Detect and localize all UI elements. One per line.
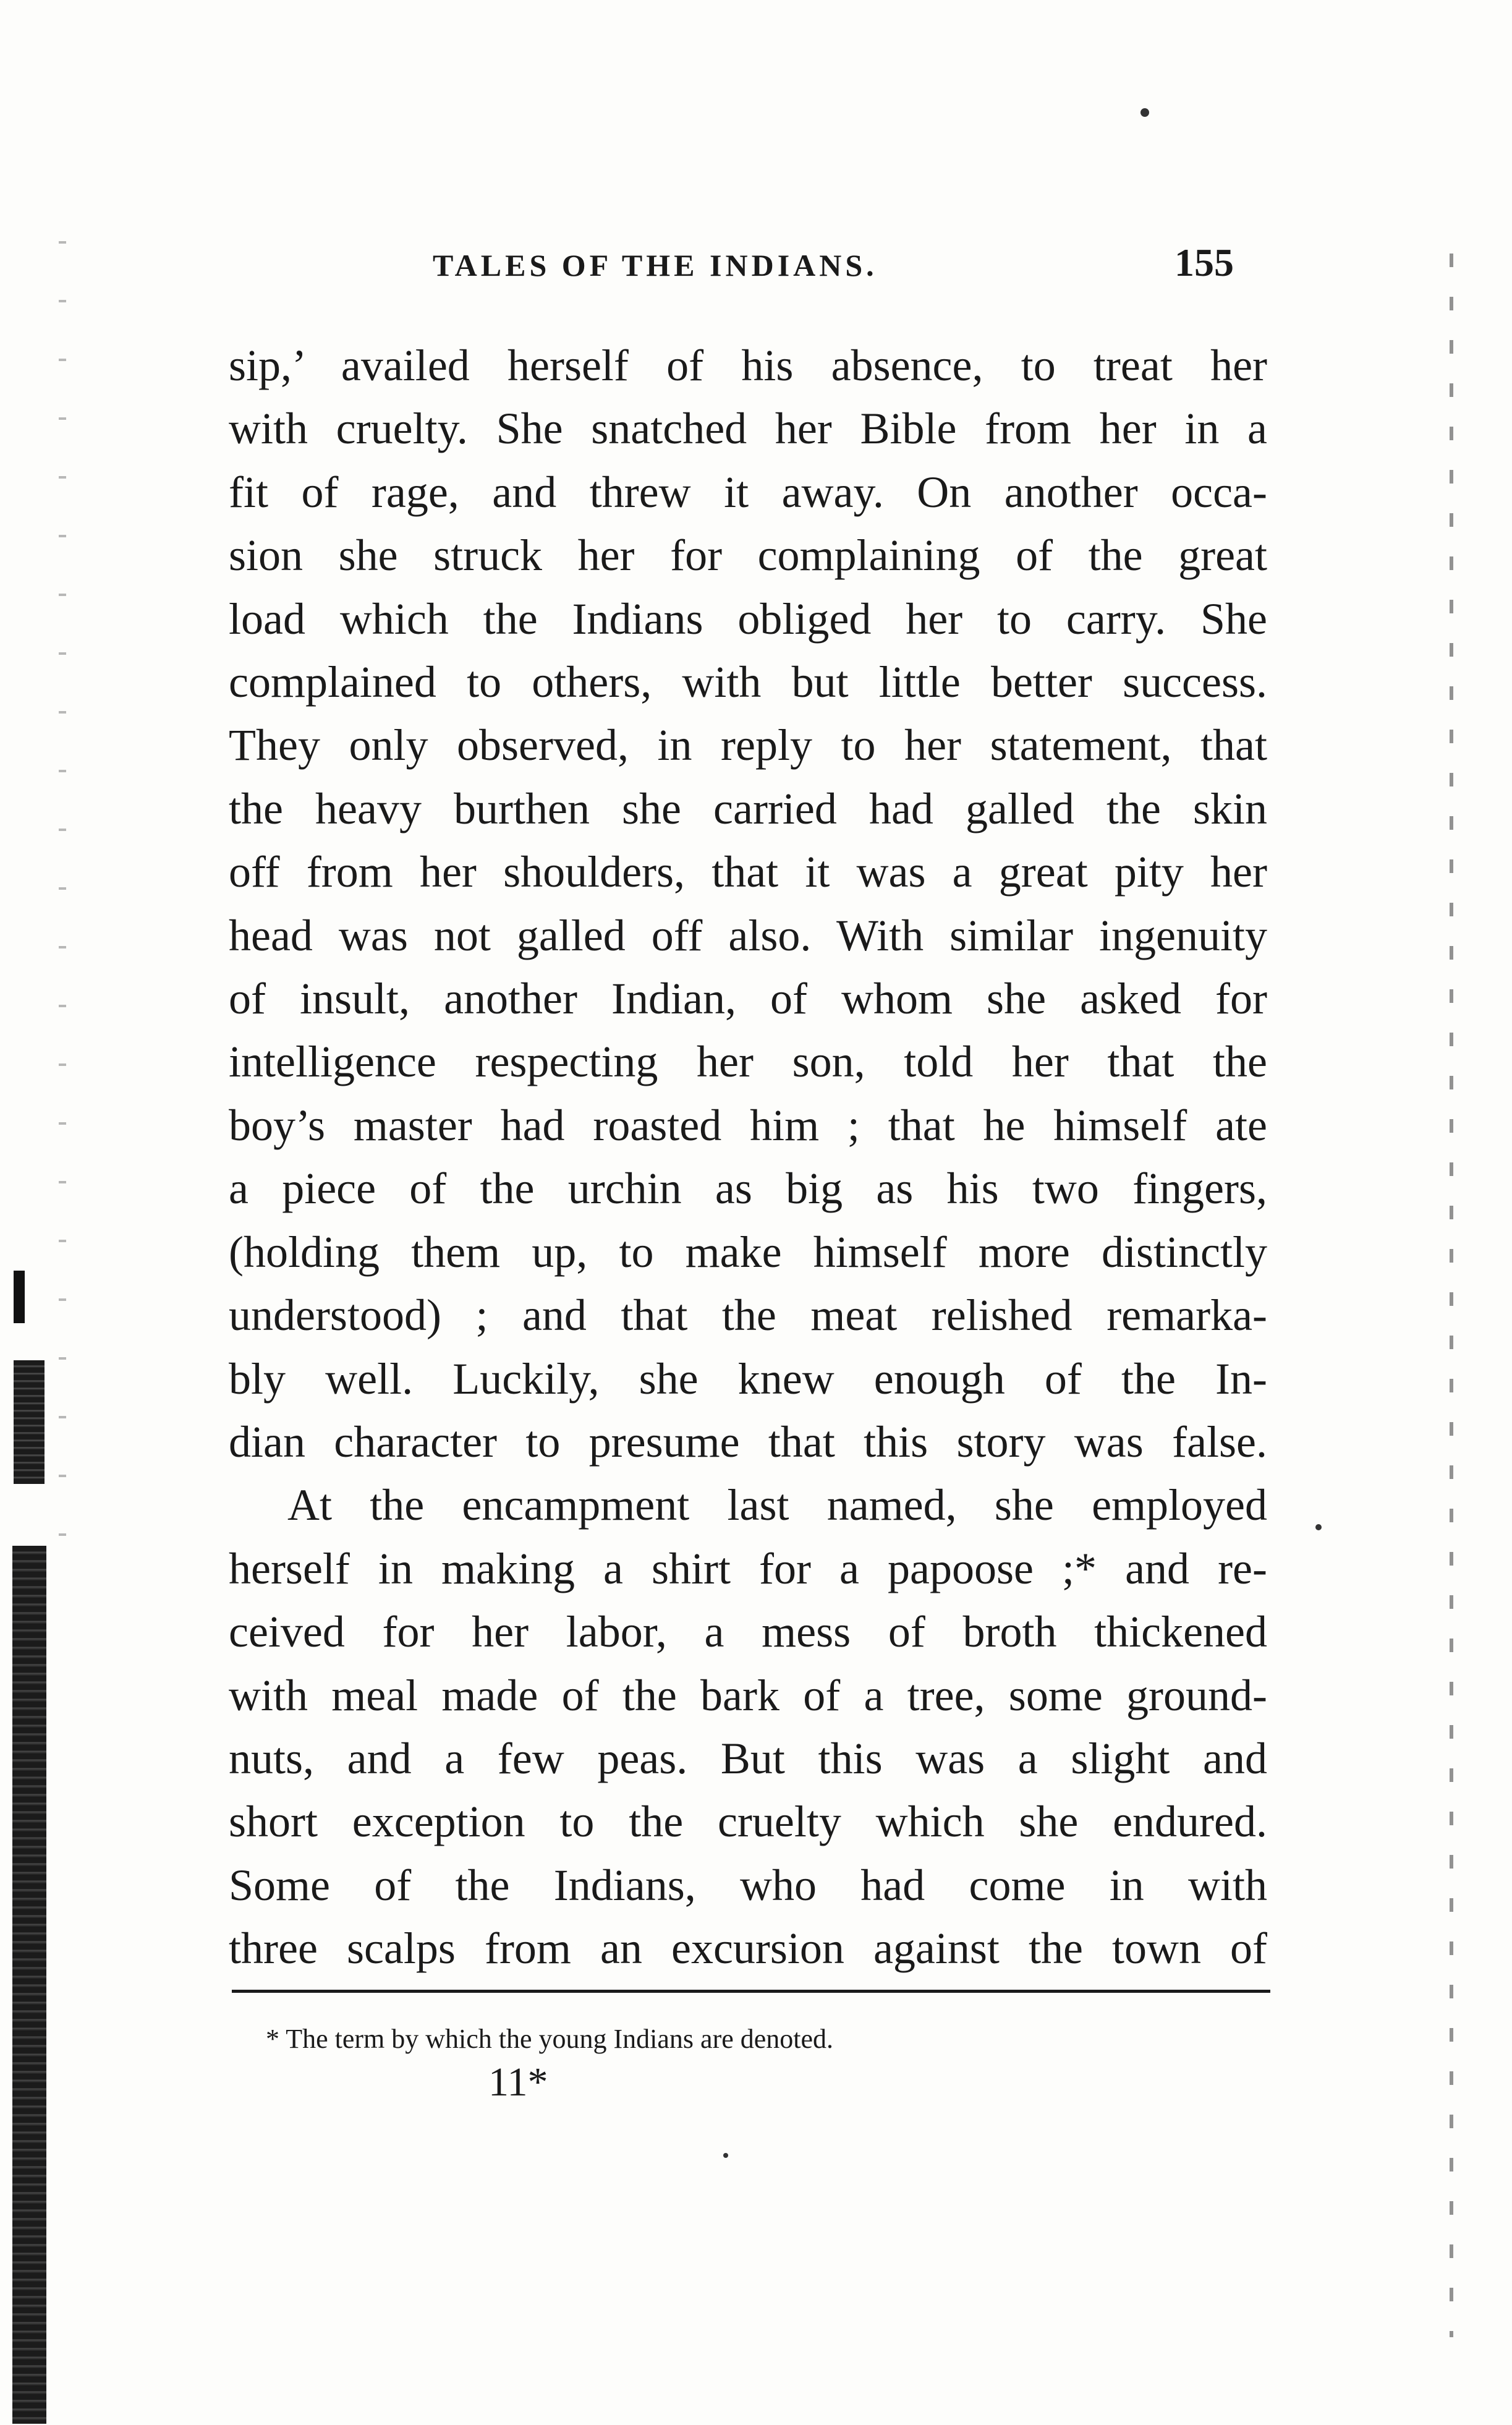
scan-binding-mark — [14, 1360, 45, 1484]
text-line: a piece of the urchin as big as his two fingers, — [229, 1164, 1267, 1214]
text-line: sion she struck her for complaining of the great — [229, 531, 1267, 581]
page-number: 155 — [1174, 241, 1234, 284]
text-line: with meal made of the bark of a tree, some ground- — [229, 1670, 1267, 1720]
footnote-rule — [232, 1990, 1270, 1993]
text-line: herself in making a shirt for a papoose ;* and re- — [229, 1543, 1267, 1593]
text-line: short exception to the cruelty which she endured. — [229, 1797, 1267, 1847]
scan-speck — [1315, 1524, 1322, 1530]
scan-gutter-right — [1450, 235, 1453, 2337]
running-title: TALES OF THE INDIANS. — [433, 248, 878, 283]
scan-speck — [723, 2153, 728, 2158]
text-line: of insult, another Indian, of whom she asked for — [229, 974, 1267, 1024]
text-line: the heavy burthen she carried had galled the skin — [229, 783, 1267, 833]
scan-speck — [1140, 108, 1149, 117]
text-line: load which the Indians obliged her to carry. She — [229, 594, 1267, 644]
text-line: At the encampment last named, she employed — [287, 1480, 1267, 1530]
text-line: understood) ; and that the meat relished remarka- — [229, 1290, 1267, 1340]
text-line: three scalps from an excursion against the town of — [229, 1924, 1267, 1974]
text-line: Some of the Indians, who had come in with — [229, 1860, 1267, 1910]
text-line: fit of rage, and threw it away. On another occa- — [229, 467, 1267, 517]
scan-binding-mark — [14, 1271, 25, 1323]
scan-gutter-left — [59, 216, 66, 1577]
text-line: complained to others, with but little better success. — [229, 657, 1267, 707]
text-line: nuts, and a few peas. But this was a slight and — [229, 1733, 1267, 1783]
text-line: ceived for her labor, a mess of broth thickened — [229, 1607, 1267, 1657]
text-line: dian character to presume that this story was false. — [229, 1417, 1267, 1467]
text-line: They only observed, in reply to her statement, that — [229, 720, 1267, 770]
signature-mark: 11* — [488, 2060, 548, 2105]
text-line: intelligence respecting her son, told her that the — [229, 1037, 1267, 1087]
text-line: bly well. Luckily, she knew enough of the In- — [229, 1353, 1267, 1404]
text-line: with cruelty. She snatched her Bible from her in a — [229, 404, 1267, 454]
text-line: off from her shoulders, that it was a great pity her — [229, 847, 1267, 897]
body-text — [229, 334, 1267, 1980]
text-line: head was not galled off also. With similar ingenuity — [229, 910, 1267, 960]
text-line: boy’s master had roasted him ; that he himself ate — [229, 1100, 1267, 1150]
scan-binding-edge — [12, 1546, 46, 2424]
footnote: * The term by which the young Indians are denoted. — [266, 2024, 834, 2054]
text-line: (holding them up, to make himself more distinctly — [229, 1227, 1267, 1277]
text-line: sip,’ availed herself of his absence, to treat her — [229, 341, 1267, 390]
